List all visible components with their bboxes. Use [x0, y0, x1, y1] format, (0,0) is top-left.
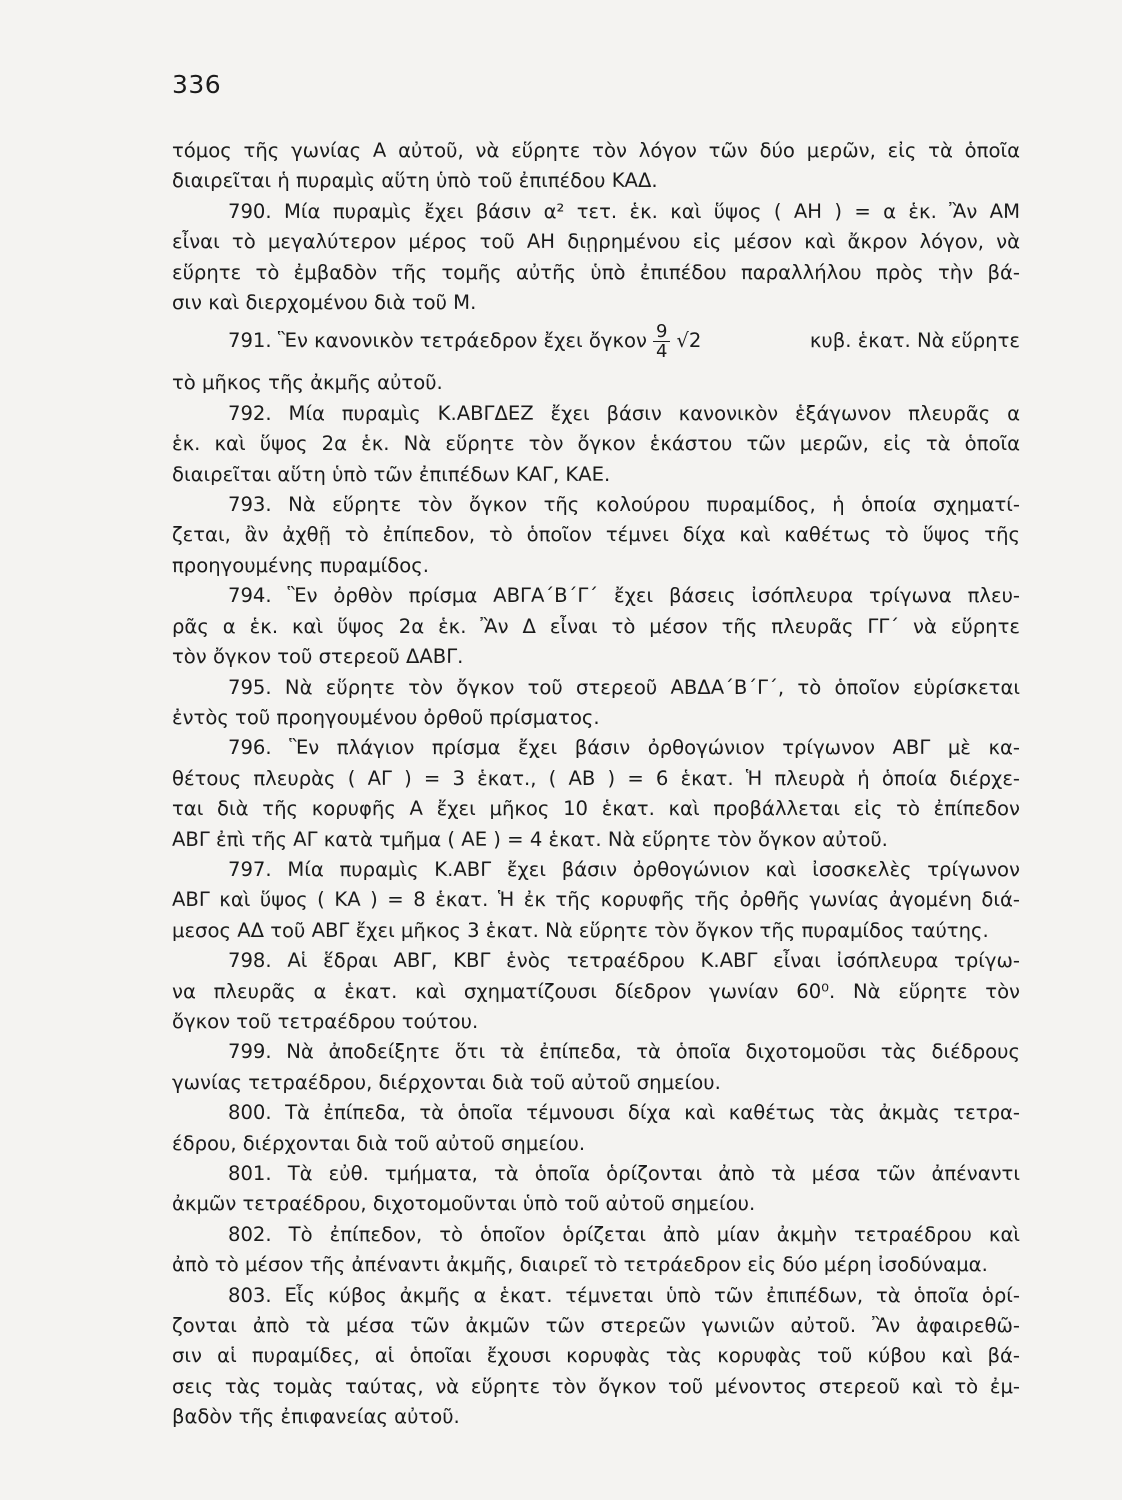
exercise-803-line: σιν αἱ πυραμίδες, αἱ ὁποῖαι ἔχουσι κορυφὰς τὰς κορυφὰς τοῦ κύβου καὶ βά- [172, 1344, 1020, 1368]
fraction-denominator: 4 [655, 340, 668, 362]
exercise-799-line: γωνίας τετραέδρου, διέρχονται διὰ τοῦ αὐτοῦ σημείου. [172, 1070, 721, 1094]
exercise-801-line: 801. Τὰ εὐθ. τμήματα, τὰ ὁποῖα ὁρίζονται ἀπὸ τὰ μέσα τῶν ἀπέναντι [228, 1162, 1020, 1185]
exercise-803-line: βαδὸν τῆς ἐπιφανείας αὐτοῦ. [172, 1405, 460, 1429]
page-number: 336 [172, 70, 222, 99]
text-line: τόμος τῆς γωνίας Α αὐτοῦ, νὰ εὕρητε τὸν λόγον τῶν δύο μερῶν, εἰς τὰ ὁποῖα [172, 139, 1020, 162]
exercise-790-line: σιν καὶ διερχομένου διὰ τοῦ Μ. [172, 291, 477, 315]
exercise-798-line: ὄγκον τοῦ τετραέδρου τούτου. [172, 1009, 479, 1033]
exercise-792-line: διαιρεῖται αὕτη ὑπὸ τῶν ἐπιπέδων ΚΑΓ, ΚΑΕ. [172, 462, 611, 486]
exercise-803-line: ζονται ἀπὸ τὰ μέσα τῶν ἀκμῶν τῶν στερεῶν γωνιῶν αὐτοῦ. Ἂν ἀφαιρεθῶ- [172, 1314, 1020, 1338]
exercise-796-line: ΑΒΓ ἐπὶ τῆς ΑΓ κατὰ τμῆμα ( ΑΕ ) = 4 ἑκατ. Νὰ εὕρητε τὸν ὄγκον αὐτοῦ. [172, 827, 888, 851]
exercise-791-formula-line [172, 320, 1020, 362]
exercise-790-line: εἶναι τὸ μεγαλύτερον μέρος τοῦ ΑΗ διῃρημένου εἰς μέσον καὶ ἄκρον λόγον, νὰ [172, 230, 1020, 254]
exercise-791-line: τὸ μῆκος τῆς ἀκμῆς αὐτοῦ. [172, 371, 443, 395]
exercise-794-line: ρᾶς α ἑκ. καὶ ὕψος 2α ἑκ. Ἂν Δ εἶναι τὸ μέσον τῆς πλευρᾶς ΓΓ΄ νὰ εὕρητε [172, 614, 1020, 638]
exercise-798-line: 798. Αἱ ἕδραι ΑΒΓ, ΚΒΓ ἑνὸς τετραέδρου Κ.ΑΒΓ εἶναι ἰσόπλευρα τρίγω- [228, 949, 1020, 973]
exercise-803-line: σεις τὰς τομὰς ταύτας, νὰ εὕρητε τὸν ὄγκον τοῦ μένοντος στερεοῦ καὶ τὸ ἐμ- [172, 1374, 1020, 1398]
text-line: διαιρεῖται ἡ πυραμὶς αὕτη ὑπὸ τοῦ ἐπιπέδου ΚΑΔ. [172, 169, 658, 193]
exercise-793-line: ζεται, ἂν ἀχθῇ τὸ ἐπίπεδον, τὸ ὁποῖον τέμνει δίχα καὶ καθέτως τὸ ὕψος τῆς [172, 523, 1020, 547]
exercise-797-line: ΑΒΓ καὶ ὕψος ( ΚΑ ) = 8 ἑκατ. Ἡ ἐκ τῆς κορυφῆς τῆς ὀρθῆς γωνίας ἀγομένη διά- [172, 888, 1020, 912]
exercise-802-line: 802. Τὸ ἐπίπεδον, τὸ ὁποῖον ὁρίζεται ἀπὸ μίαν ἀκμὴν τετραέδρου καὶ [228, 1222, 1020, 1246]
exercise-790-line: 790. Μία πυραμὶς ἔχει βάσιν α² τετ. ἑκ. καὶ ὕψος ( ΑΗ ) = α ἑκ. Ἂν ΑΜ [228, 199, 1020, 223]
exercise-793-line: προηγουμένης πυραμίδος. [172, 553, 429, 577]
exercise-802-line: ἀπὸ τὸ μέσον τῆς ἀπέναντι ἀκμῆς, διαιρεῖ τὸ τετράεδρον εἰς δύο μέρη ἰσοδύναμα. [172, 1253, 988, 1277]
exercise-797-line: μεσος ΑΔ τοῦ ΑΒΓ ἔχει μῆκος 3 ἑκατ. Νὰ εὕρητε τὸν ὄγκον τῆς πυραμίδος ταύτης. [172, 918, 989, 942]
fraction [653, 322, 670, 361]
exercise-796-line: 796. Ἓν πλάγιον πρίσμα ἔχει βάσιν ὀρθογώνιον τρίγωνον ΑΒΓ μὲ κα- [228, 736, 1020, 760]
exercise-796-line: θέτους πλευρὰς ( ΑΓ ) = 3 ἑκατ., ( ΑΒ ) = 6 ἑκατ. Ἡ πλευρὰ ἡ ὁποία διέρχε- [172, 766, 1020, 790]
exercise-794-line: τὸν ὄγκον τοῦ στερεοῦ ΔΑΒΓ. [172, 645, 464, 669]
exercise-793-line: 793. Νὰ εὕρητε τὸν ὄγκον τῆς κολούρου πυραμίδος, ἡ ὁποία σχηματί- [228, 493, 1020, 517]
exercise-803-line: 803. Εἷς κύβος ἀκμῆς α ἑκατ. τέμνεται ὑπὸ τῶν ἐπιπέδων, τὰ ὁποῖα ὁρί- [228, 1283, 1020, 1307]
exercise-799-line: 799. Νὰ ἀποδείξητε ὅτι τὰ ἐπίπεδα, τὰ ὁποῖα διχοτομοῦσι τὰς διέδρους [228, 1040, 1020, 1064]
exercise-800-line: 800. Τὰ ἐπίπεδα, τὰ ὁποῖα τέμνουσι δίχα καὶ καθέτως τὰς ἀκμὰς τετρα- [228, 1101, 1020, 1125]
exercise-798-line: να πλευρᾶς α ἑκατ. καὶ σχηματίζουσι δίεδρον γωνίαν 60⁰. Νὰ εὕρητε τὸν [172, 979, 1020, 1003]
exercise-794-line: 794. Ἓν ὀρθὸν πρίσμα ΑΒΓΑ΄Β΄Γ΄ ἔχει βάσεις ἰσόπλευρα τρίγωνα πλευ- [228, 584, 1020, 608]
exercise-800-line: έδρου, διέρχονται διὰ τοῦ αὐτοῦ σημείου. [172, 1131, 586, 1155]
exercise-797-line: 797. Μία πυραμὶς Κ.ΑΒΓ ἔχει βάσιν ὀρθογώνιον καὶ ἰσοσκελὲς τρίγωνον [228, 857, 1020, 881]
exercise-795-line: 795. Νὰ εὕρητε τὸν ὄγκον τοῦ στερεοῦ ΑΒΔΑ΄Β΄Γ΄, τὸ ὁποῖον εὑρίσκεται [228, 675, 1020, 699]
exercise-795-line: ἐντὸς τοῦ προηγουμένου ὀρθοῦ πρίσματος. [172, 705, 600, 729]
page-text [172, 136, 1020, 1433]
fraction-numerator: 9 [653, 322, 670, 342]
exercise-792-line: 792. Μία πυραμὶς Κ.ΑΒΓΔΕΖ ἔχει βάσιν κανονικὸν ἑξάγωνον πλευρᾶς α [228, 401, 1020, 425]
exercise-792-line: ἑκ. καὶ ὕψος 2α ἑκ. Νὰ εὕρητε τὸν ὄγκον ἑκάστου τῶν μερῶν, εἰς τὰ ὁποῖα [172, 432, 1020, 456]
exercise-801-line: ἀκμῶν τετραέδρου, διχοτομοῦνται ὑπὸ τοῦ αὐτοῦ σημείου. [172, 1192, 756, 1216]
square-root: √2 [676, 329, 702, 353]
exercise-791-text: 791. Ἓν κανονικὸν τετράεδρον ἔχει ὄγκον [228, 329, 647, 353]
exercise-790-line: εὕρητε τὸ ἐμβαδὸν τῆς τομῆς αὐτῆς ὑπὸ ἐπιπέδου παραλλήλου πρὸς τὴν βά- [172, 260, 1020, 284]
exercise-796-line: ται διὰ τῆς κορυφῆς Α ἔχει μῆκος 10 ἑκατ. καὶ προβάλλεται εἰς τὸ ἐπίπεδον [172, 797, 1020, 821]
exercise-791-text: κυβ. ἑκατ. Νὰ εὕρητε [809, 329, 1020, 353]
